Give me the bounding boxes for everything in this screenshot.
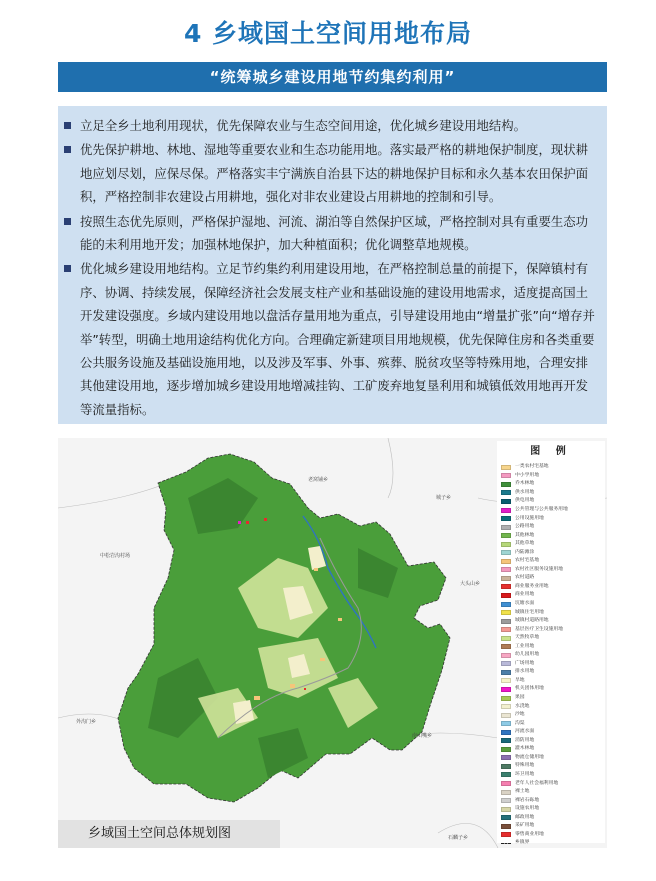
legend-swatch [501, 516, 511, 521]
legend-item [497, 548, 605, 557]
legend-swatch [501, 764, 511, 769]
legend-label: 水浇地 [515, 703, 530, 709]
legend-label: 基层医疗卫生设施用地 [515, 626, 563, 632]
legend-swatch [501, 687, 511, 692]
legend-label: 商业服务业用地 [515, 583, 549, 589]
legend-label: 零售商业用地 [515, 831, 544, 837]
legend-label: 幼儿园用地 [515, 652, 539, 658]
legend-swatch [501, 627, 511, 632]
public-service-point [238, 521, 241, 524]
legend-item [497, 839, 605, 848]
legend-label: 特殊用地 [515, 763, 535, 769]
legend-label: 乔木林地 [515, 481, 535, 487]
legend-item [497, 805, 605, 814]
legend-label: 旱地 [515, 677, 525, 683]
legend-label: 公共管理与公共服务用地 [515, 507, 568, 512]
place-label: 城子乡 [436, 495, 452, 501]
legend-swatch [501, 832, 511, 837]
legend-swatch [501, 730, 511, 735]
legend-swatch [501, 473, 511, 478]
legend-item [497, 642, 605, 651]
legend-item [497, 685, 605, 694]
legend-label: 机关团体用地 [515, 686, 544, 692]
paragraph-text: 优化城乡建设用地结构。立足节约集约利用建设用地，在严格控制总量的前提下，保障镇村有序、协调、持续发展，保障经济社会发展支柱产业和基础设施的建设用地需求，适度提高国土开发建设强度。乡域内建设用地以盘活存量用地为重点，引导建设用地由“增量扩张”向“增存并举”转型，明确土地用途结构优化方向。合理确定新建项目用地规模，优先保障住房和各类重要公共服务设施及基础设施用地，以及涉及军事、外事、殡葬、脱贫攻坚等特殊用地，合理安排其他建设用地，逐步增加城乡建设用地增减挂钩、工矿废弃地复垦利用和城镇低效用地再开发等流量指标。 [80, 261, 595, 417]
legend-item [497, 711, 605, 720]
place-label: 老窝铺乡 [308, 477, 329, 483]
legend-label: 环卫用地 [515, 771, 535, 777]
legend-item [497, 634, 605, 643]
map-legend [497, 441, 605, 846]
legend-item [497, 591, 605, 600]
legend-item [497, 771, 605, 780]
legend-label: 邮政用地 [515, 814, 535, 820]
legend-label: 商业用地 [515, 592, 535, 598]
legend-swatch [501, 593, 511, 598]
legend-swatch [501, 482, 511, 487]
bullet-square-icon [64, 265, 71, 272]
legend-item [497, 779, 605, 788]
bullet-square-icon [64, 218, 71, 225]
legend-item [497, 788, 605, 797]
legend-swatch [501, 644, 511, 649]
legend-swatch [501, 490, 511, 495]
legend-item [497, 540, 605, 549]
legend-label: 物流仓储用地 [515, 754, 544, 760]
legend-label: 公用设施用地 [515, 515, 544, 521]
legend-item [497, 754, 605, 763]
legend-item [497, 523, 605, 532]
paragraph-bullet [64, 114, 597, 137]
legend-swatch [501, 807, 511, 812]
legend-item [497, 677, 605, 686]
legend-label: 灌木林地 [515, 746, 535, 752]
legend-swatch [501, 772, 511, 777]
legend-swatch [501, 747, 511, 752]
legend-item [497, 660, 605, 669]
legend-swatch [501, 790, 511, 795]
paragraph-text: 优先保护耕地、林地、湿地等重要农业和生态功能用地。落实最严格的耕地保护制度，现状耕地应划尽划，应保尽保。严格落实丰宁满族自治县下达的耕地保护目标和永久基本农田保护面积，严格控制非农建设占用耕地，强化对非农业建设占用耕地的控制和引导。 [80, 142, 589, 205]
place-label: 中松岩沟村场 [100, 553, 131, 559]
legend-item [497, 728, 605, 737]
legend-swatch [501, 824, 511, 829]
legend-item [497, 480, 605, 489]
legend-swatch [501, 499, 511, 504]
legend-label: 广场用地 [515, 660, 535, 666]
paragraph-text: 立足全乡土地利用现状，优先保障农业与生态空间用途，优化城乡建设用地结构。 [80, 118, 527, 133]
legend-swatch [501, 738, 511, 743]
place-label: 外沟门乡 [76, 719, 97, 725]
legend-swatch [501, 678, 511, 683]
legend-label: 裸土地 [515, 789, 530, 795]
paragraph-text: 按照生态优先原则，严格保护湿地、河流、湖泊等自然保护区域，严格控制对具有重要生态功能的未利用地开发；加强林地保护，加大种植面积；优化调整草地规模。 [80, 213, 589, 253]
legend-item [497, 796, 605, 805]
paragraph-bullet [64, 210, 597, 257]
legend-item [497, 822, 605, 831]
legend-swatch [501, 465, 511, 470]
page-title: 4 乡域国土空间用地布局 [183, 19, 473, 48]
legend-item [497, 694, 605, 703]
legend-label: 天然牧草地 [515, 635, 539, 641]
legend-label: 乡镇界 [515, 840, 530, 846]
legend-label: 中小学用地 [515, 472, 539, 478]
legend-label: 裸岩石砾地 [515, 797, 539, 803]
legend-label: 采矿用地 [515, 823, 535, 829]
legend-swatch [501, 542, 511, 547]
legend-item [497, 557, 605, 566]
legend-swatch [501, 815, 511, 820]
legend-label: 沟渠 [515, 720, 525, 726]
legend-label: 设施农用地 [515, 806, 539, 812]
legend-swatch [501, 559, 511, 564]
legend-list [497, 463, 605, 848]
legend-label: 供水用地 [515, 489, 535, 495]
legend-swatch [501, 696, 511, 701]
bullet-square-icon [64, 122, 71, 129]
legend-label: 消防用地 [515, 737, 535, 743]
legend-item [497, 813, 605, 822]
legend-swatch [501, 567, 511, 572]
legend-swatch [501, 670, 511, 675]
legend-item [497, 651, 605, 660]
legend-item [497, 463, 605, 472]
legend-swatch [501, 721, 511, 726]
legend-item [497, 745, 605, 754]
legend-swatch [501, 798, 511, 803]
legend-item [497, 625, 605, 634]
legend-swatch [501, 755, 511, 760]
legend-item [497, 719, 605, 728]
legend-swatch [501, 610, 511, 615]
map-caption: 乡域国土空间总体规划图 [58, 820, 280, 848]
legend-title: 图 例 [530, 446, 572, 457]
legend-swatch [501, 550, 511, 555]
legend-item [497, 566, 605, 575]
legend-label: 老年人社会福利用地 [515, 780, 559, 786]
legend-label: 坑塘水面 [515, 601, 535, 607]
legend-swatch [501, 843, 511, 844]
section-subtitle: “统筹城乡建设用地节约集约利用” [58, 62, 607, 92]
paragraph-bullet [64, 257, 597, 421]
legend-item [497, 737, 605, 746]
bullet-square-icon [64, 146, 71, 153]
place-label: 石麟子乡 [448, 835, 469, 841]
legend-item [497, 617, 605, 626]
legend-item [497, 531, 605, 540]
legend-item [497, 702, 605, 711]
legend-item [497, 472, 605, 481]
legend-label: 公路用地 [515, 524, 535, 530]
legend-label: 工业用地 [515, 643, 535, 649]
place-label: 大头山乡 [460, 581, 481, 587]
legend-item [497, 608, 605, 617]
legend-item [497, 762, 605, 771]
legend-item [497, 600, 605, 609]
legend-swatch [501, 619, 511, 624]
legend-item [497, 668, 605, 677]
legend-label: 沙地 [515, 712, 525, 718]
legend-swatch [501, 661, 511, 666]
legend-item [497, 489, 605, 498]
text-panel [58, 106, 607, 424]
legend-swatch [501, 713, 511, 718]
legend-swatch [501, 636, 511, 641]
legend-swatch [501, 653, 511, 658]
legend-label: 城镇村道路用地 [515, 618, 549, 624]
legend-label: 一类农村宅基地 [515, 464, 549, 470]
legend-label: 果园 [515, 695, 525, 701]
legend-item [497, 583, 605, 592]
legend-item [497, 497, 605, 506]
legend-label: 其他草地 [515, 541, 535, 547]
legend-label: 河流水面 [515, 729, 535, 735]
legend-label: 农村社区服务设施用地 [515, 566, 563, 572]
legend-swatch [501, 508, 511, 513]
legend-label: 排水用地 [515, 669, 535, 675]
place-label: 南山嘴乡 [412, 733, 433, 739]
legend-label: 城镇住宅用地 [515, 609, 544, 615]
legend-label: 其他林地 [515, 532, 535, 538]
legend-swatch [501, 525, 511, 530]
legend-item [497, 506, 605, 515]
legend-swatch [501, 781, 511, 786]
legend-label: 供电用地 [515, 498, 535, 504]
legend-item [497, 831, 605, 840]
legend-label: 农村宅基地 [515, 558, 539, 564]
legend-swatch [501, 576, 511, 581]
legend-swatch [501, 602, 511, 607]
legend-swatch [501, 584, 511, 589]
legend-item [497, 574, 605, 583]
legend-item [497, 514, 605, 523]
legend-swatch [501, 704, 511, 709]
legend-label: 农村道路 [515, 575, 535, 581]
paragraph-bullet [64, 138, 597, 208]
legend-label: 内陆滩涂 [515, 549, 535, 555]
legend-swatch [501, 533, 511, 538]
